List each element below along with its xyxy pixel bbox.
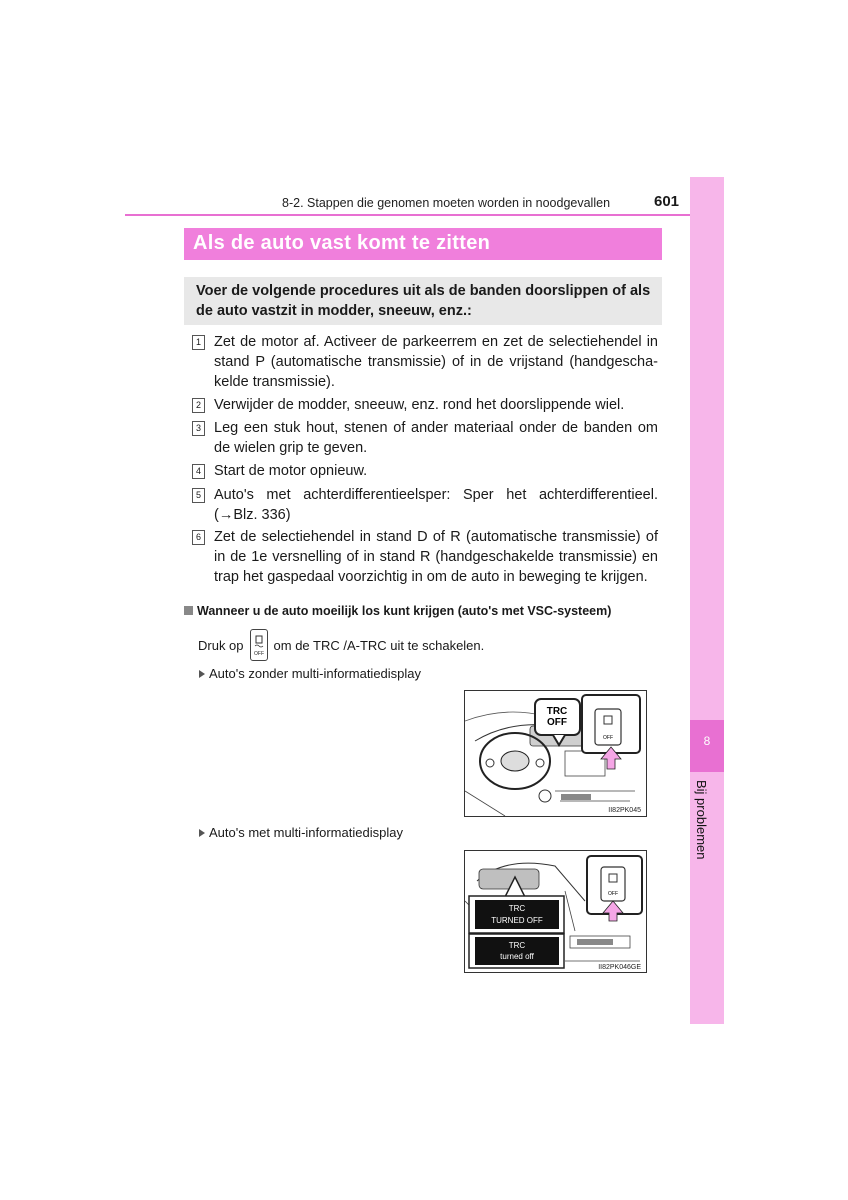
page-number: 601	[654, 193, 680, 210]
chapter-label: Bij problemen	[694, 780, 709, 860]
trc-off-button-icon	[250, 629, 268, 661]
step-number: 2	[192, 398, 205, 413]
triangle-bullet-icon	[199, 829, 205, 837]
press-instruction	[198, 628, 484, 662]
button-label: OFF	[608, 891, 618, 897]
sub-item-label: Auto's zonder multi-informatiedisplay	[209, 666, 422, 681]
sub-item	[199, 825, 403, 840]
figure-code: II82PK045	[608, 807, 641, 814]
display2-line2: turned off	[500, 952, 534, 961]
figure-display-trc-turned-off	[464, 850, 647, 973]
sub-item-label: Auto's met multi-informatiedisplay	[209, 825, 403, 840]
intro-text: Voer de volgende procedures uit als de banden doorslippen of als de auto vastzit in modder, sneeuw, enz.:	[196, 283, 651, 319]
button-label: OFF	[603, 735, 613, 741]
figure-dashboard-trc-off	[464, 690, 647, 817]
step-number: 4	[192, 464, 205, 479]
callout-line1: TRC	[546, 706, 568, 717]
note-heading	[184, 604, 611, 618]
section-title-bar	[184, 228, 662, 260]
section-header: 8-2. Stappen die genomen moeten worden in noodgevallen	[282, 196, 611, 210]
callout-line2: OFF	[547, 717, 567, 728]
step-text: Auto's met achterdifferentieelsper: Sper het achterdifferentieel. (→Blz. 336)	[214, 487, 658, 523]
step-number: 6	[192, 530, 205, 545]
press-after-text: om de TRC /A-TRC uit te schakelen.	[273, 637, 485, 653]
sub-item	[199, 666, 421, 681]
button-label: OFF	[253, 651, 264, 657]
note-heading-text: Wanneer u de auto moeilijk los kunt krijgen (auto's met VSC-systeem)	[197, 604, 612, 618]
display2-line1: TRC	[508, 941, 526, 950]
chapter-number: 8	[703, 734, 711, 748]
triangle-bullet-icon	[199, 670, 205, 678]
display1-line1: TRC	[508, 904, 526, 913]
section-title: Als de auto vast komt te zitten	[193, 232, 491, 254]
step-text: Zet de motor af. Activeer de parkeerrem en zet de selectiehendel in stand P (automatische transmissie) of in de vrijstand (handgescha-kelde transmissie).	[214, 334, 658, 390]
step-text: Leg een stuk hout, stenen of ander materiaal onder de banden om de wielen grip te geven.	[214, 420, 658, 456]
header-rule	[125, 214, 690, 216]
step-number: 3	[192, 421, 205, 436]
figure-code: II82PK046GE	[598, 964, 641, 971]
step-text: Start de motor opnieuw.	[214, 463, 368, 479]
display1-line2: TURNED OFF	[491, 916, 543, 925]
intro-box	[184, 277, 662, 325]
step-number: 1	[192, 335, 205, 350]
step-text: Verwijder de modder, sneeuw, enz. rond het doorslippende wiel.	[214, 397, 625, 413]
step-number: 5	[192, 488, 205, 503]
step-text: Zet de selectiehendel in stand D of R (automatische transmissie) of in de 1e versnelling of in stand R (handgeschakelde transmissie) en trap het gaspedaal voorzichtig in om de auto in beweging te krijgen.	[214, 529, 658, 585]
press-before-text: Druk op	[198, 637, 244, 653]
square-bullet-icon	[184, 606, 193, 615]
chapter-side-tab	[690, 177, 724, 1024]
